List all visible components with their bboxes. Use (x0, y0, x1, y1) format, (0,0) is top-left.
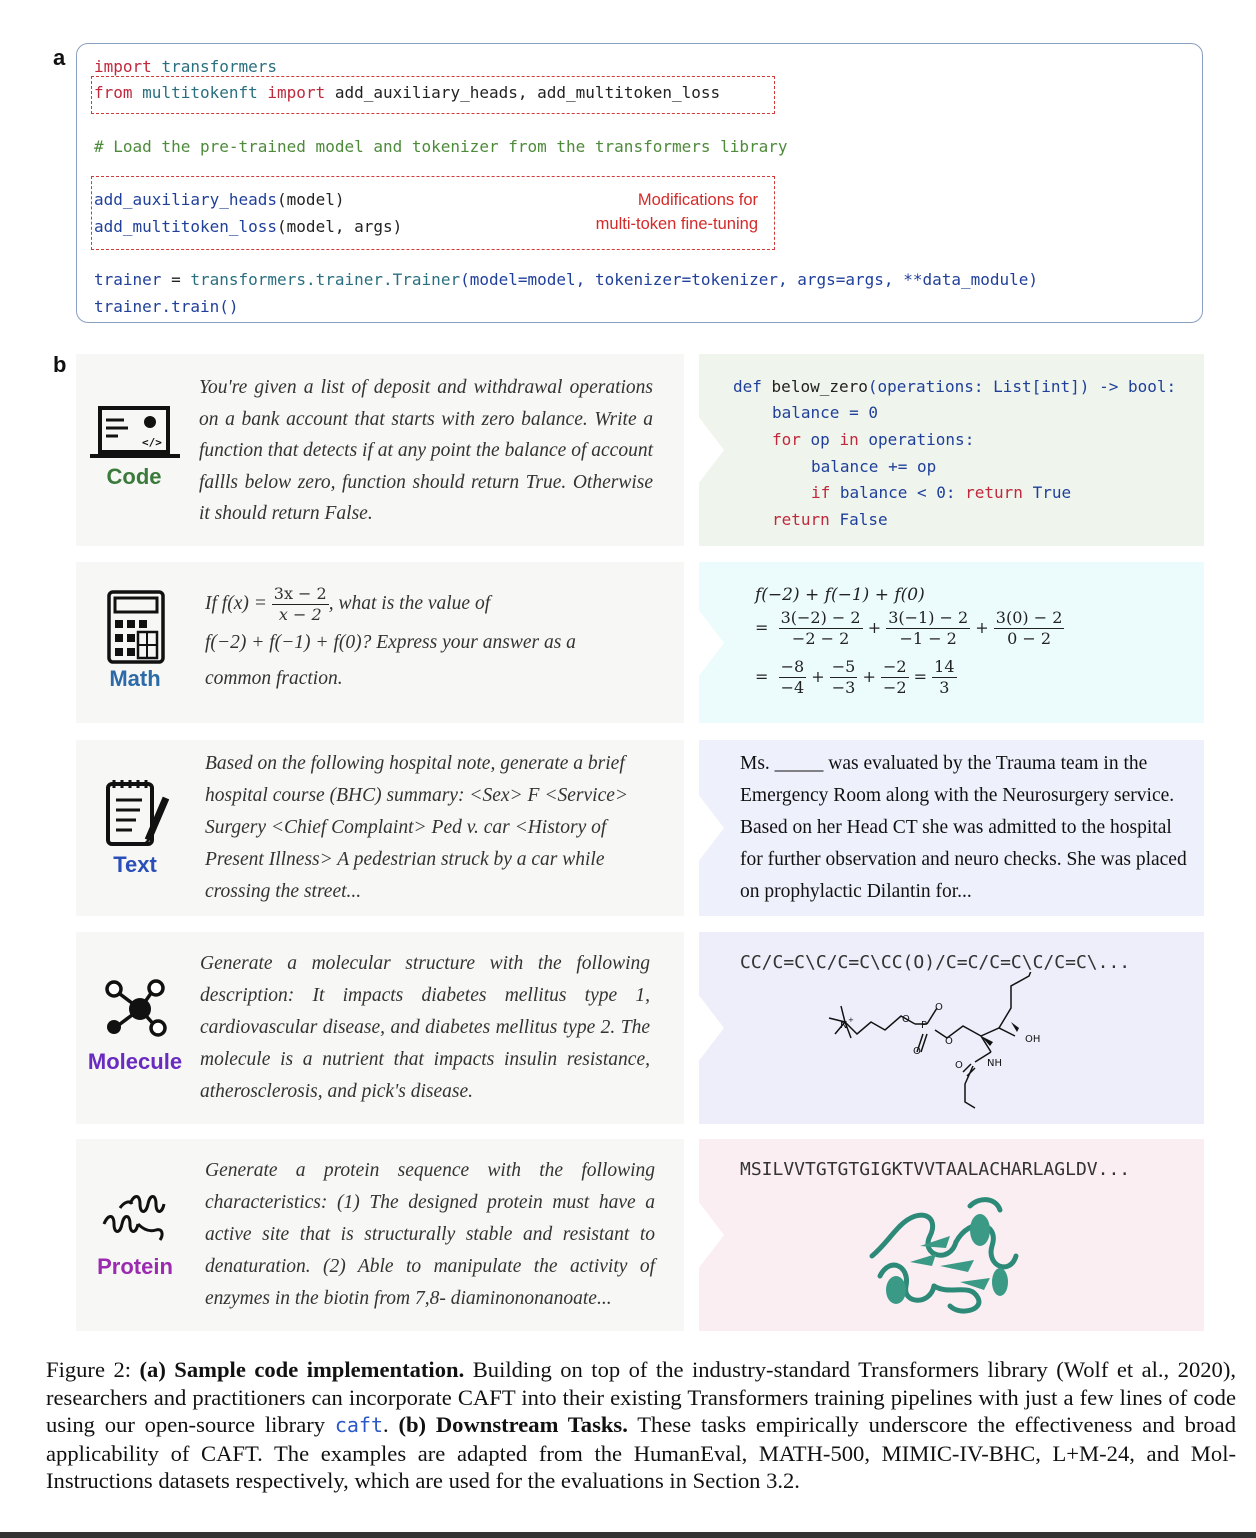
code-comment: # Load the pre-trained model and tokenizer from the transformers library (94, 137, 788, 156)
atom-o-minus: O (935, 1002, 943, 1013)
molecule-prompt-text: Generate a molecular structure with the following description: It impacts diabetes mellitus type 1, cardiovascular disease, and diabetes mellitus type 2. The molecule is a nutrient that impacts insulin resistance, atherosclerosis, and pick's disease. (200, 953, 650, 1102)
atom-p: P (921, 1020, 928, 1031)
protein-structure-image (860, 1186, 1030, 1322)
molecule-structure-diagram (815, 972, 1065, 1112)
code-line-trainer: trainer = transformers.trainer.Trainer(model=model, tokenizer=tokenizer, args=args, **data_module) (94, 270, 1039, 289)
notepad-pencil-icon (104, 776, 176, 848)
protein-helix-icon (100, 1184, 172, 1248)
text-prompt-text: Based on the following hospital note, generate a brief hospital course (BHC) summary: <Sex> F <Service> Surgery <Chief Complaint> Ped v. car <History of Present Illness> A pedestrian struck by a car while crossing the street... (205, 753, 629, 902)
text-label: Text (113, 852, 157, 877)
code-line-train: trainer.train() (94, 297, 239, 316)
code-line-from-import: from multitokenft import add_auxiliary_heads, add_multitoken_loss (94, 83, 721, 102)
code-solution-line-2: balance = 0 (772, 403, 878, 422)
math-solution-line-3: = $\frac{-8}{-4}$ + $\frac{-5}{-3}$ + $\frac{-2}{-2}$ = $\frac{14}{3}$ (755, 657, 955, 697)
atom-o2: O (945, 1036, 953, 1047)
atom-n: N (840, 1020, 848, 1031)
atom-nh: NH (987, 1058, 1002, 1069)
code-prompt-text: You're given a list of deposit and withdrawal operations on a bank account that starts with zero balance. Write a function that detects if at any point the balance of account fallls below zero, function should return True. Otherwise it should return False. (199, 377, 653, 524)
code-solution-line-4: balance += op (811, 457, 937, 476)
atom-o4: O (955, 1060, 963, 1071)
panel-b-letter: b (53, 352, 67, 377)
modification-note: Modifications for multi-token fine-tuning (595, 191, 758, 233)
molecule-label: Molecule (87, 1049, 183, 1074)
smiles-string: CC/C=C\C/C=C\CC(O)/C=C/C=C\C/C=C\... (740, 952, 1131, 973)
code-solution-line-1: def below_zero(operations: List[int]) -> bool: (733, 377, 1177, 396)
protein-label: Protein (97, 1254, 173, 1279)
bottom-edge-bar (0, 1532, 1256, 1538)
laptop-code-icon (88, 404, 182, 462)
code-solution-line-3: for op in operations: (772, 430, 975, 449)
code-solution-line-5: if balance < 0: return True (811, 483, 1072, 502)
code-line-aux-heads: add_auxiliary_heads(model) (94, 190, 345, 209)
math-solution-line-1: f(−2) + f(−1) + f(0) (755, 585, 925, 605)
code-line-import: import transformers (94, 57, 278, 76)
math-prompt-text: If f(x) = $\frac{3x - 2}{x - 2}$ , what is the value of f(−2) + f(−1) + f(0)? Express your answer as a common fraction. (205, 584, 576, 689)
atom-oh: OH (1025, 1034, 1041, 1045)
text-solution-text: Ms. _____ was evaluated by the Trauma team in the Emergency Room along with the Neurosurgery service. Based on her Head CT she was admitted to the hospital for further observation and neuro checks. She was placed on prophylactic Dilantin for... (740, 753, 1187, 902)
calculator-icon (107, 590, 165, 664)
atom-o-double: O (913, 1046, 921, 1057)
code-solution-line-6: return False (772, 510, 888, 529)
atom-n-charge: + (848, 1016, 854, 1024)
svg-text:</>: </> (142, 436, 162, 449)
math-label: Math (109, 666, 161, 691)
code-line-multitoken-loss: add_multitoken_loss(model, args) (94, 217, 403, 236)
panel-a-letter: a (53, 45, 66, 70)
protein-sequence: MSILVVTGTGTGIGKTVVTAALACHARLAGLDV... (740, 1159, 1131, 1180)
molecule-icon (102, 977, 170, 1039)
protein-prompt-text: Generate a protein sequence with the following characteristics: (1) The designed protein must have a active site that is structurally stable and resistant to denaturation. (2) Able to manipulate the activity of enzymes in the biotin from 7,8- diaminononanoate... (205, 1160, 655, 1309)
code-label: Code (106, 464, 162, 489)
math-solution-line-2: = $\frac{3(-2) - 2}{-2 - 2}$ + $\frac{3(-1) - 2}{-1 - 2}$ + $\frac{3(0) - 2}{0 - 2}$ (755, 608, 1063, 648)
atom-o1: O (902, 1014, 910, 1025)
figure-caption: Figure 2: (a) Sample code implementation. Building on top of the industry-standard Transformers library (Wolf et al., 2020), researchers and practitioners can incorporate CAFT into their existing Transformers training pipelines with just a few lines of code using our open-source library caft. (b) Downstream Tasks. These tasks empirically underscore the effectiveness and broad applicability of CAFT. The examples are adapted from the HumanEval, MATH-500, MIMIC-IV-BHC, L+M-24, and Mol-Instructions datasets respectively, which are used for the evaluations in Section 3.2. (46, 1357, 1237, 1493)
